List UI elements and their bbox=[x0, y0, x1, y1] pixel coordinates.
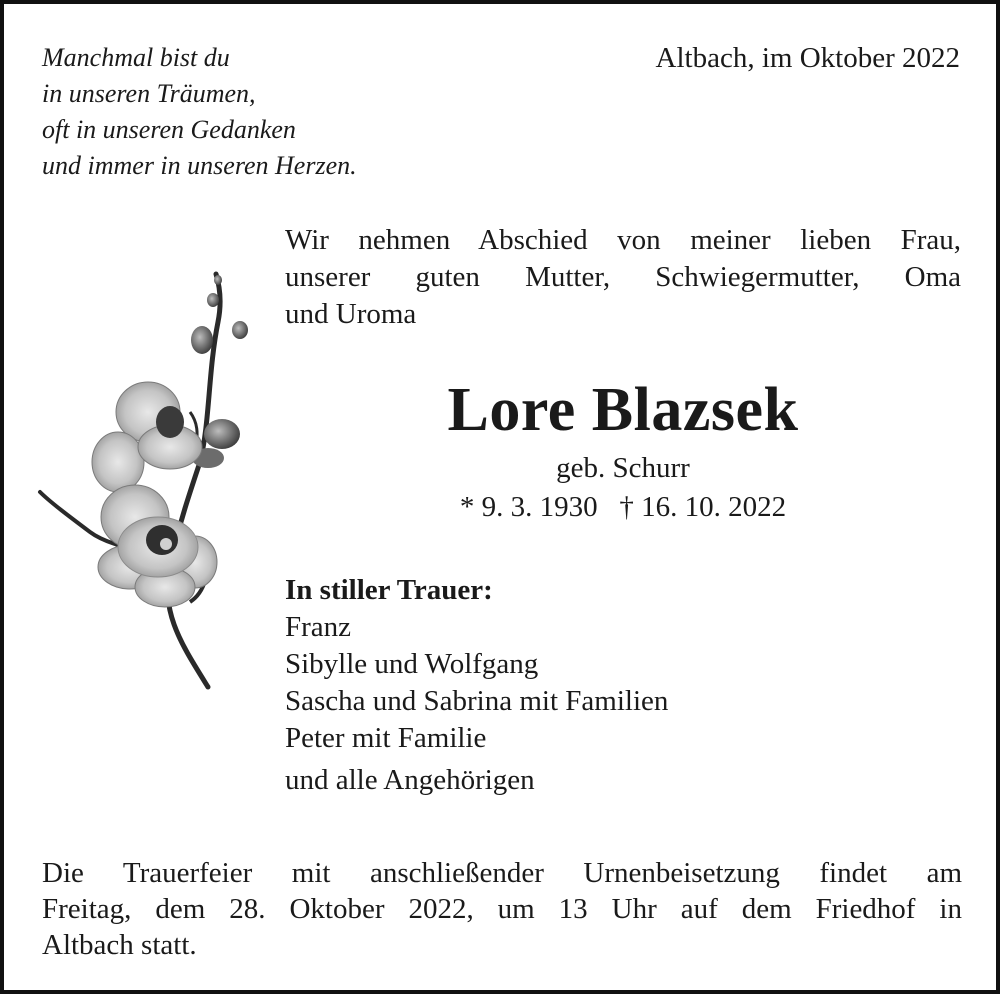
poem bbox=[42, 40, 357, 184]
mourner-name: und alle Angehörigen bbox=[285, 764, 535, 796]
poem-line: in unseren Träumen, bbox=[42, 79, 256, 108]
funeral-line: Altbach statt. bbox=[42, 929, 197, 961]
place-date: Altbach, im Oktober 2022 bbox=[655, 42, 960, 74]
funeral-notice bbox=[42, 855, 962, 963]
funeral-line: Freitag, dem 28. Oktober 2022, um 13 Uhr auf dem Friedhof in bbox=[42, 893, 962, 925]
intro-line: unserer guten Mutter, Schwiegermutter, Oma bbox=[285, 261, 961, 293]
mourner-name: Franz bbox=[285, 611, 352, 643]
poem-line: Manchmal bist du bbox=[42, 43, 230, 72]
mourner-name: Peter mit Familie bbox=[285, 722, 487, 754]
maiden-name: geb. Schurr bbox=[556, 452, 690, 484]
mourner-name: Sascha und Sabrina mit Familien bbox=[285, 685, 669, 717]
poem-line: und immer in unseren Herzen. bbox=[42, 151, 357, 180]
orchid-branch-icon bbox=[30, 262, 280, 702]
deceased-name: Lore Blazsek bbox=[447, 376, 799, 444]
farewell-intro bbox=[285, 222, 961, 333]
mourners-heading: In stiller Trauer: bbox=[285, 574, 493, 606]
poem-line: oft in unseren Gedanken bbox=[42, 115, 296, 144]
mourners-list bbox=[285, 572, 668, 799]
life-dates: * 9. 3. 1930 † 16. 10. 2022 bbox=[459, 491, 787, 523]
mourner-name: Sibylle und Wolfgang bbox=[285, 648, 539, 680]
intro-line: Wir nehmen Abschied von meiner lieben Frau, bbox=[285, 224, 961, 256]
intro-line: und Uroma bbox=[285, 298, 417, 330]
funeral-line: Die Trauerfeier mit anschließender Urnenbeisetzung findet am bbox=[42, 857, 962, 889]
